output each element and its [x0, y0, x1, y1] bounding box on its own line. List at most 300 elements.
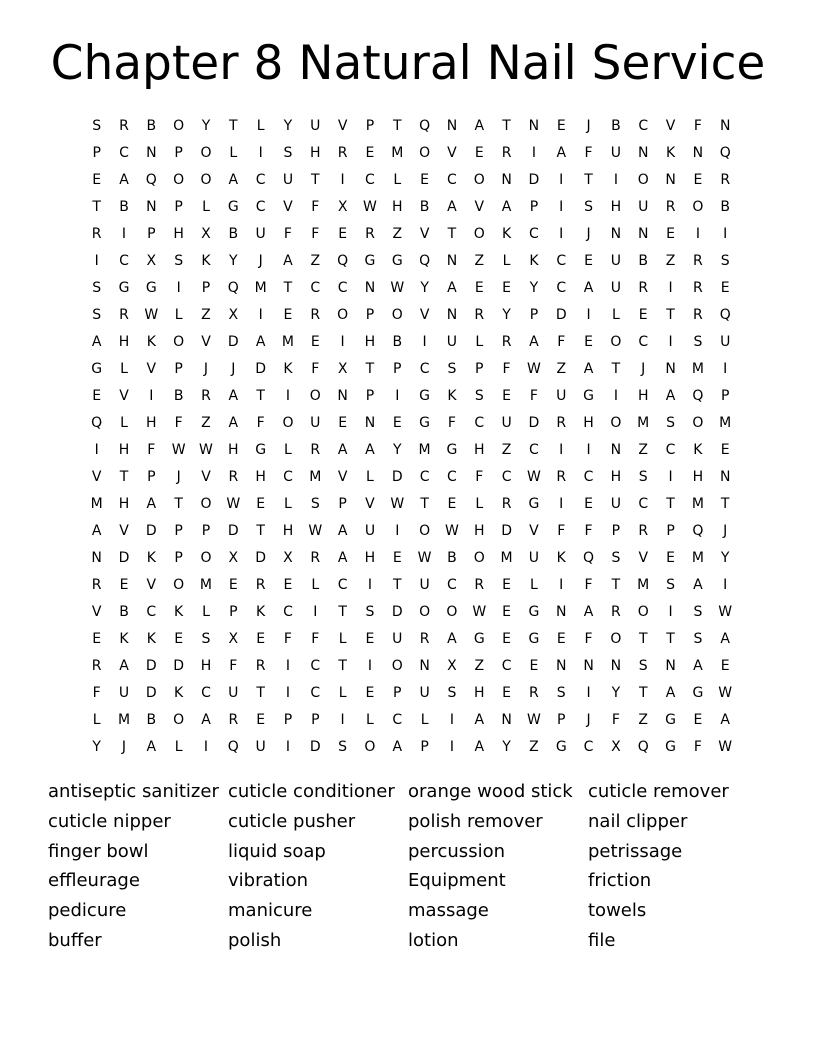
- grid-letter: Z: [310, 253, 321, 269]
- grid-letter: V: [119, 523, 129, 539]
- grid-letter: E: [720, 658, 730, 674]
- grid-letter: H: [146, 415, 157, 431]
- word-list-item: percussion: [408, 840, 505, 862]
- grid-letter: H: [118, 442, 130, 458]
- grid-letter: E: [283, 577, 293, 593]
- grid-letter: P: [720, 388, 730, 404]
- grid-letter: I: [258, 307, 263, 323]
- grid-letter: K: [119, 631, 129, 647]
- grid-letter: W: [144, 307, 159, 323]
- grid-letter: I: [94, 442, 99, 458]
- grid-letter: H: [610, 469, 622, 485]
- grid-letter: O: [200, 145, 212, 161]
- grid-letter: A: [583, 361, 594, 377]
- grid-letter: I: [176, 280, 181, 296]
- grid-letter: J: [723, 523, 728, 539]
- grid-letter: K: [501, 226, 512, 242]
- grid-letter: G: [528, 631, 540, 647]
- grid-letter: O: [337, 307, 349, 323]
- grid-letter: B: [119, 199, 129, 215]
- grid-letter: A: [447, 199, 457, 215]
- grid-letter: V: [447, 145, 457, 161]
- grid-letter: X: [228, 631, 239, 647]
- grid-row: [83, 329, 739, 356]
- grid-letter: P: [174, 361, 183, 377]
- grid-letter: P: [92, 145, 101, 161]
- grid-row: [83, 545, 739, 572]
- grid-letter: E: [92, 388, 102, 404]
- grid-letter: M: [418, 442, 431, 458]
- grid-letter: M: [637, 577, 650, 593]
- grid-letter: K: [665, 145, 676, 161]
- grid-letter: I: [586, 307, 591, 323]
- grid-letter: G: [473, 631, 485, 647]
- grid-letter: L: [229, 145, 238, 161]
- grid-letter: A: [474, 739, 485, 755]
- grid-letter: R: [611, 604, 621, 620]
- grid-letter: Z: [501, 442, 512, 458]
- grid-letter: L: [202, 199, 210, 215]
- grid-letter: L: [202, 604, 210, 620]
- grid-letter: W: [171, 442, 186, 458]
- grid-letter: U: [310, 118, 321, 134]
- grid-letter: O: [637, 172, 649, 188]
- grid-letter: Y: [529, 280, 539, 296]
- grid-letter: R: [501, 334, 512, 350]
- grid-letter: A: [228, 172, 239, 188]
- grid-letter: V: [201, 469, 211, 485]
- grid-letter: B: [419, 199, 430, 215]
- grid-letter: L: [475, 334, 484, 350]
- grid-letter: I: [149, 388, 154, 404]
- grid-letter: R: [228, 712, 239, 728]
- grid-letter: S: [693, 604, 703, 620]
- grid-letter: E: [365, 685, 375, 701]
- grid-letter: F: [256, 415, 265, 431]
- grid-letter: U: [255, 739, 266, 755]
- grid-letter: G: [692, 685, 704, 701]
- word-list-item: massage: [408, 900, 489, 922]
- grid-letter: T: [392, 118, 402, 134]
- grid-letter: L: [284, 442, 292, 458]
- grid-letter: L: [311, 577, 320, 593]
- grid-letter: B: [611, 118, 621, 134]
- grid-letter: A: [91, 334, 102, 350]
- grid-letter: S: [611, 550, 621, 566]
- grid-letter: Z: [638, 442, 649, 458]
- grid-letter: Y: [420, 280, 429, 296]
- grid-letter: I: [559, 496, 564, 512]
- grid-row: [83, 356, 739, 383]
- grid-letter: O: [610, 334, 622, 350]
- grid-letter: I: [340, 712, 345, 728]
- grid-letter: P: [666, 523, 675, 539]
- grid-letter: O: [692, 415, 704, 431]
- grid-letter: I: [340, 334, 345, 350]
- grid-letter: A: [146, 739, 157, 755]
- grid-letter: K: [201, 253, 211, 269]
- grid-letter: X: [228, 550, 239, 566]
- word-column: [228, 777, 408, 956]
- grid-letter: E: [256, 496, 266, 512]
- grid-letter: C: [529, 226, 539, 242]
- grid-letter: D: [145, 658, 157, 674]
- grid-letter: D: [501, 523, 512, 539]
- grid-letter: P: [174, 199, 183, 215]
- grid-letter: Q: [419, 118, 431, 134]
- grid-letter: T: [338, 604, 347, 620]
- word-list-item: orange wood stick: [408, 781, 573, 802]
- grid-letter: A: [228, 388, 239, 404]
- grid-letter: S: [92, 307, 102, 323]
- grid-letter: I: [313, 604, 318, 620]
- grid-letter: B: [173, 388, 184, 404]
- grid-row: [83, 248, 739, 275]
- grid-letter: Q: [337, 253, 349, 269]
- grid-letter: J: [203, 361, 209, 377]
- grid-letter: I: [285, 685, 291, 701]
- grid-letter: L: [284, 496, 292, 512]
- grid-letter: F: [611, 712, 620, 728]
- grid-letter: S: [338, 739, 348, 755]
- word-list-item: polish: [228, 929, 282, 951]
- grid-letter: R: [556, 469, 567, 485]
- grid-letter: P: [147, 226, 156, 242]
- grid-letter: P: [393, 361, 402, 377]
- word-column: [588, 777, 768, 956]
- grid-letter: R: [693, 253, 703, 269]
- grid-letter: T: [92, 199, 101, 215]
- grid-letter: X: [611, 739, 621, 755]
- grid-letter: S: [92, 280, 102, 296]
- grid-letter: L: [174, 307, 183, 323]
- grid-letter: I: [203, 739, 209, 755]
- grid-letter: B: [447, 550, 457, 566]
- grid-letter: R: [419, 631, 430, 647]
- grid-letter: G: [118, 280, 130, 296]
- grid-letter: G: [665, 739, 676, 755]
- grid-letter: N: [665, 361, 676, 377]
- grid-letter: V: [337, 118, 348, 134]
- grid-letter: U: [610, 145, 622, 161]
- grid-letter: Z: [201, 307, 211, 323]
- grid-letter: C: [201, 685, 211, 701]
- grid-letter: M: [391, 145, 404, 161]
- grid-letter: Q: [583, 550, 595, 566]
- grid-letter: T: [638, 685, 648, 701]
- grid-letter: Y: [392, 442, 402, 458]
- grid-letter: O: [637, 604, 649, 620]
- grid-row: [83, 302, 739, 329]
- grid-letter: K: [529, 253, 539, 269]
- grid-row: [83, 518, 739, 545]
- grid-letter: L: [366, 469, 374, 485]
- grid-letter: H: [637, 388, 649, 404]
- grid-letter: S: [174, 253, 184, 269]
- grid-row: [83, 275, 739, 302]
- grid-letter: U: [255, 226, 266, 242]
- word-list-item: friction: [588, 870, 652, 892]
- grid-letter: K: [146, 631, 156, 647]
- grid-letter: S: [584, 199, 594, 215]
- grid-letter: U: [556, 388, 567, 404]
- word-list-item: nail clipper: [588, 810, 688, 832]
- grid-letter: I: [367, 577, 373, 593]
- grid-letter: F: [311, 226, 320, 242]
- grid-letter: I: [613, 172, 618, 188]
- grid-letter: A: [337, 442, 348, 458]
- grid-letter: X: [337, 199, 348, 215]
- grid-letter: A: [501, 199, 512, 215]
- grid-letter: K: [174, 604, 184, 620]
- grid-letter: P: [174, 550, 183, 566]
- word-column: [48, 777, 228, 956]
- grid-letter: R: [474, 577, 485, 593]
- grid-letter: Q: [719, 145, 731, 161]
- grid-letter: M: [199, 577, 213, 593]
- grid-letter: L: [530, 577, 538, 593]
- grid-letter: T: [502, 118, 511, 134]
- grid-row: [83, 707, 739, 734]
- grid-letter: G: [528, 496, 540, 512]
- grid-letter: U: [610, 253, 622, 269]
- grid-letter: S: [693, 334, 703, 350]
- grid-letter: U: [392, 631, 403, 647]
- grid-letter: O: [200, 550, 212, 566]
- grid-letter: M: [691, 361, 704, 377]
- grid-letter: R: [255, 658, 266, 674]
- grid-letter: J: [586, 712, 591, 728]
- grid-letter: R: [720, 172, 731, 188]
- grid-letter: T: [611, 577, 621, 593]
- grid-letter: E: [502, 631, 512, 647]
- grid-letter: P: [201, 523, 211, 539]
- grid-letter: V: [146, 577, 157, 593]
- grid-letter: I: [723, 361, 728, 377]
- grid-letter: S: [720, 253, 730, 269]
- grid-letter: O: [419, 604, 431, 620]
- grid-letter: A: [693, 577, 703, 593]
- grid-letter: X: [228, 307, 239, 323]
- grid-letter: N: [91, 550, 102, 566]
- grid-letter: S: [283, 145, 293, 161]
- grid-letter: G: [227, 199, 239, 215]
- grid-letter: R: [119, 307, 129, 323]
- grid-letter: O: [391, 658, 403, 674]
- grid-letter: D: [173, 658, 185, 674]
- grid-letter: F: [475, 469, 484, 485]
- grid-letter: D: [528, 172, 540, 188]
- grid-letter: O: [419, 523, 431, 539]
- grid-letter: D: [255, 361, 267, 377]
- grid-letter: A: [556, 145, 567, 161]
- grid-letter: S: [447, 361, 457, 377]
- word-list-item: file: [588, 929, 616, 951]
- grid-letter: C: [119, 253, 129, 269]
- grid-letter: W: [526, 361, 541, 377]
- grid-letter: I: [531, 145, 536, 161]
- grid-letter: E: [502, 604, 512, 620]
- grid-letter: F: [693, 118, 702, 134]
- grid-letter: R: [310, 550, 321, 566]
- grid-letter: C: [447, 172, 457, 188]
- grid-letter: M: [691, 496, 704, 512]
- grid-letter: A: [283, 253, 293, 269]
- grid-letter: O: [200, 496, 212, 512]
- grid-letter: N: [583, 658, 594, 674]
- grid-row: [83, 113, 739, 140]
- grid-letter: P: [529, 307, 539, 323]
- grid-letter: U: [419, 577, 430, 593]
- grid-letter: W: [718, 685, 733, 701]
- grid-letter: A: [583, 604, 594, 620]
- grid-letter: I: [285, 658, 291, 674]
- grid-letter: R: [529, 685, 539, 701]
- grid-letter: H: [692, 469, 704, 485]
- grid-letter: L: [611, 307, 620, 323]
- grid-letter: C: [638, 496, 649, 512]
- grid-letter: K: [556, 550, 566, 566]
- grid-letter: W: [472, 604, 487, 620]
- grid-letter: S: [447, 685, 457, 701]
- grid-letter: X: [283, 550, 293, 566]
- grid-letter: A: [228, 415, 239, 431]
- grid-letter: G: [91, 361, 103, 377]
- grid-letter: E: [693, 172, 703, 188]
- grid-letter: O: [173, 334, 185, 350]
- grid-letter: O: [200, 172, 212, 188]
- grid-letter: P: [147, 469, 156, 485]
- grid-letter: Z: [392, 226, 403, 242]
- grid-letter: A: [447, 631, 457, 647]
- grid-letter: K: [146, 550, 156, 566]
- grid-letter: M: [691, 550, 704, 566]
- grid-letter: I: [121, 226, 127, 242]
- grid-letter: C: [583, 469, 594, 485]
- word-list-item: cuticle remover: [588, 781, 729, 802]
- grid-letter: D: [255, 550, 267, 566]
- grid-letter: B: [146, 712, 157, 728]
- grid-letter: U: [419, 685, 430, 701]
- word-list-item: vibration: [228, 870, 308, 892]
- grid-letter: A: [720, 712, 730, 728]
- grid-letter: L: [338, 631, 347, 647]
- grid-letter: W: [390, 280, 405, 296]
- grid-row: [83, 464, 739, 491]
- grid-letter: K: [447, 388, 457, 404]
- grid-letter: P: [174, 145, 183, 161]
- grid-letter: I: [586, 442, 591, 458]
- grid-row: [83, 383, 739, 410]
- grid-letter: G: [364, 253, 376, 269]
- grid-letter: R: [638, 280, 649, 296]
- grid-letter: F: [447, 415, 456, 431]
- grid-letter: M: [309, 469, 322, 485]
- grid-letter: V: [665, 118, 676, 134]
- grid-letter: H: [364, 550, 376, 566]
- grid-letter: E: [584, 253, 593, 269]
- grid-letter: E: [474, 280, 484, 296]
- grid-letter: P: [557, 712, 566, 728]
- grid-letter: H: [583, 415, 594, 431]
- grid-letter: Z: [556, 361, 567, 377]
- grid-letter: C: [337, 577, 348, 593]
- grid-letter: S: [666, 415, 675, 431]
- grid-letter: T: [584, 172, 593, 188]
- grid-letter: T: [720, 496, 730, 512]
- grid-letter: R: [255, 577, 266, 593]
- grid-letter: Y: [720, 550, 730, 566]
- word-list-item: liquid soap: [228, 840, 326, 862]
- grid-letter: I: [668, 469, 673, 485]
- grid-letter: T: [338, 658, 347, 674]
- grid-letter: H: [473, 523, 485, 539]
- grid-letter: E: [720, 442, 730, 458]
- grid-letter: A: [365, 442, 375, 458]
- grid-letter: Q: [692, 388, 704, 404]
- grid-letter: L: [502, 253, 511, 269]
- grid-letter: A: [665, 388, 676, 404]
- grid-letter: T: [283, 280, 293, 296]
- grid-letter: G: [528, 604, 540, 620]
- grid-letter: E: [556, 118, 566, 134]
- grid-letter: T: [666, 307, 675, 323]
- grid-letter: Z: [529, 739, 539, 755]
- grid-letter: N: [337, 388, 348, 404]
- grid-letter: E: [365, 145, 375, 161]
- grid-letter: P: [475, 361, 484, 377]
- grid-letter: A: [720, 631, 730, 647]
- grid-letter: F: [529, 388, 538, 404]
- grid-letter: W: [308, 523, 323, 539]
- grid-letter: W: [417, 550, 432, 566]
- grid-letter: T: [256, 523, 265, 539]
- word-list-item: finger bowl: [48, 840, 149, 862]
- grid-letter: N: [637, 145, 649, 161]
- grid-letter: O: [610, 631, 622, 647]
- grid-letter: Y: [502, 307, 511, 323]
- grid-letter: N: [610, 442, 622, 458]
- word-list-item: cuticle nipper: [48, 810, 171, 832]
- grid-letter: F: [147, 442, 156, 458]
- word-list-item: Equipment: [408, 870, 506, 892]
- grid-letter: E: [256, 712, 266, 728]
- grid-letter: V: [638, 550, 649, 566]
- grid-letter: W: [199, 442, 213, 458]
- grid-letter: R: [310, 442, 321, 458]
- grid-letter: O: [473, 550, 485, 566]
- grid-letter: Q: [719, 307, 731, 323]
- grid-letter: M: [281, 334, 294, 350]
- grid-letter: U: [610, 280, 622, 296]
- grid-letter: Y: [283, 118, 293, 134]
- grid-letter: P: [611, 523, 621, 539]
- grid-letter: C: [556, 253, 567, 269]
- grid-letter: C: [392, 712, 403, 728]
- grid-letter: Y: [502, 739, 511, 755]
- grid-letter: O: [391, 307, 403, 323]
- grid-letter: M: [500, 550, 513, 566]
- grid-letter: N: [665, 172, 676, 188]
- grid-letter: Y: [92, 739, 101, 755]
- grid-letter: B: [228, 226, 239, 242]
- word-list-item: cuticle pusher: [228, 810, 356, 832]
- grid-row: [83, 410, 739, 437]
- grid-letter: E: [92, 631, 102, 647]
- grid-letter: N: [446, 307, 458, 323]
- word-list-item: cuticle conditioner: [228, 781, 395, 802]
- grid-letter: V: [201, 334, 211, 350]
